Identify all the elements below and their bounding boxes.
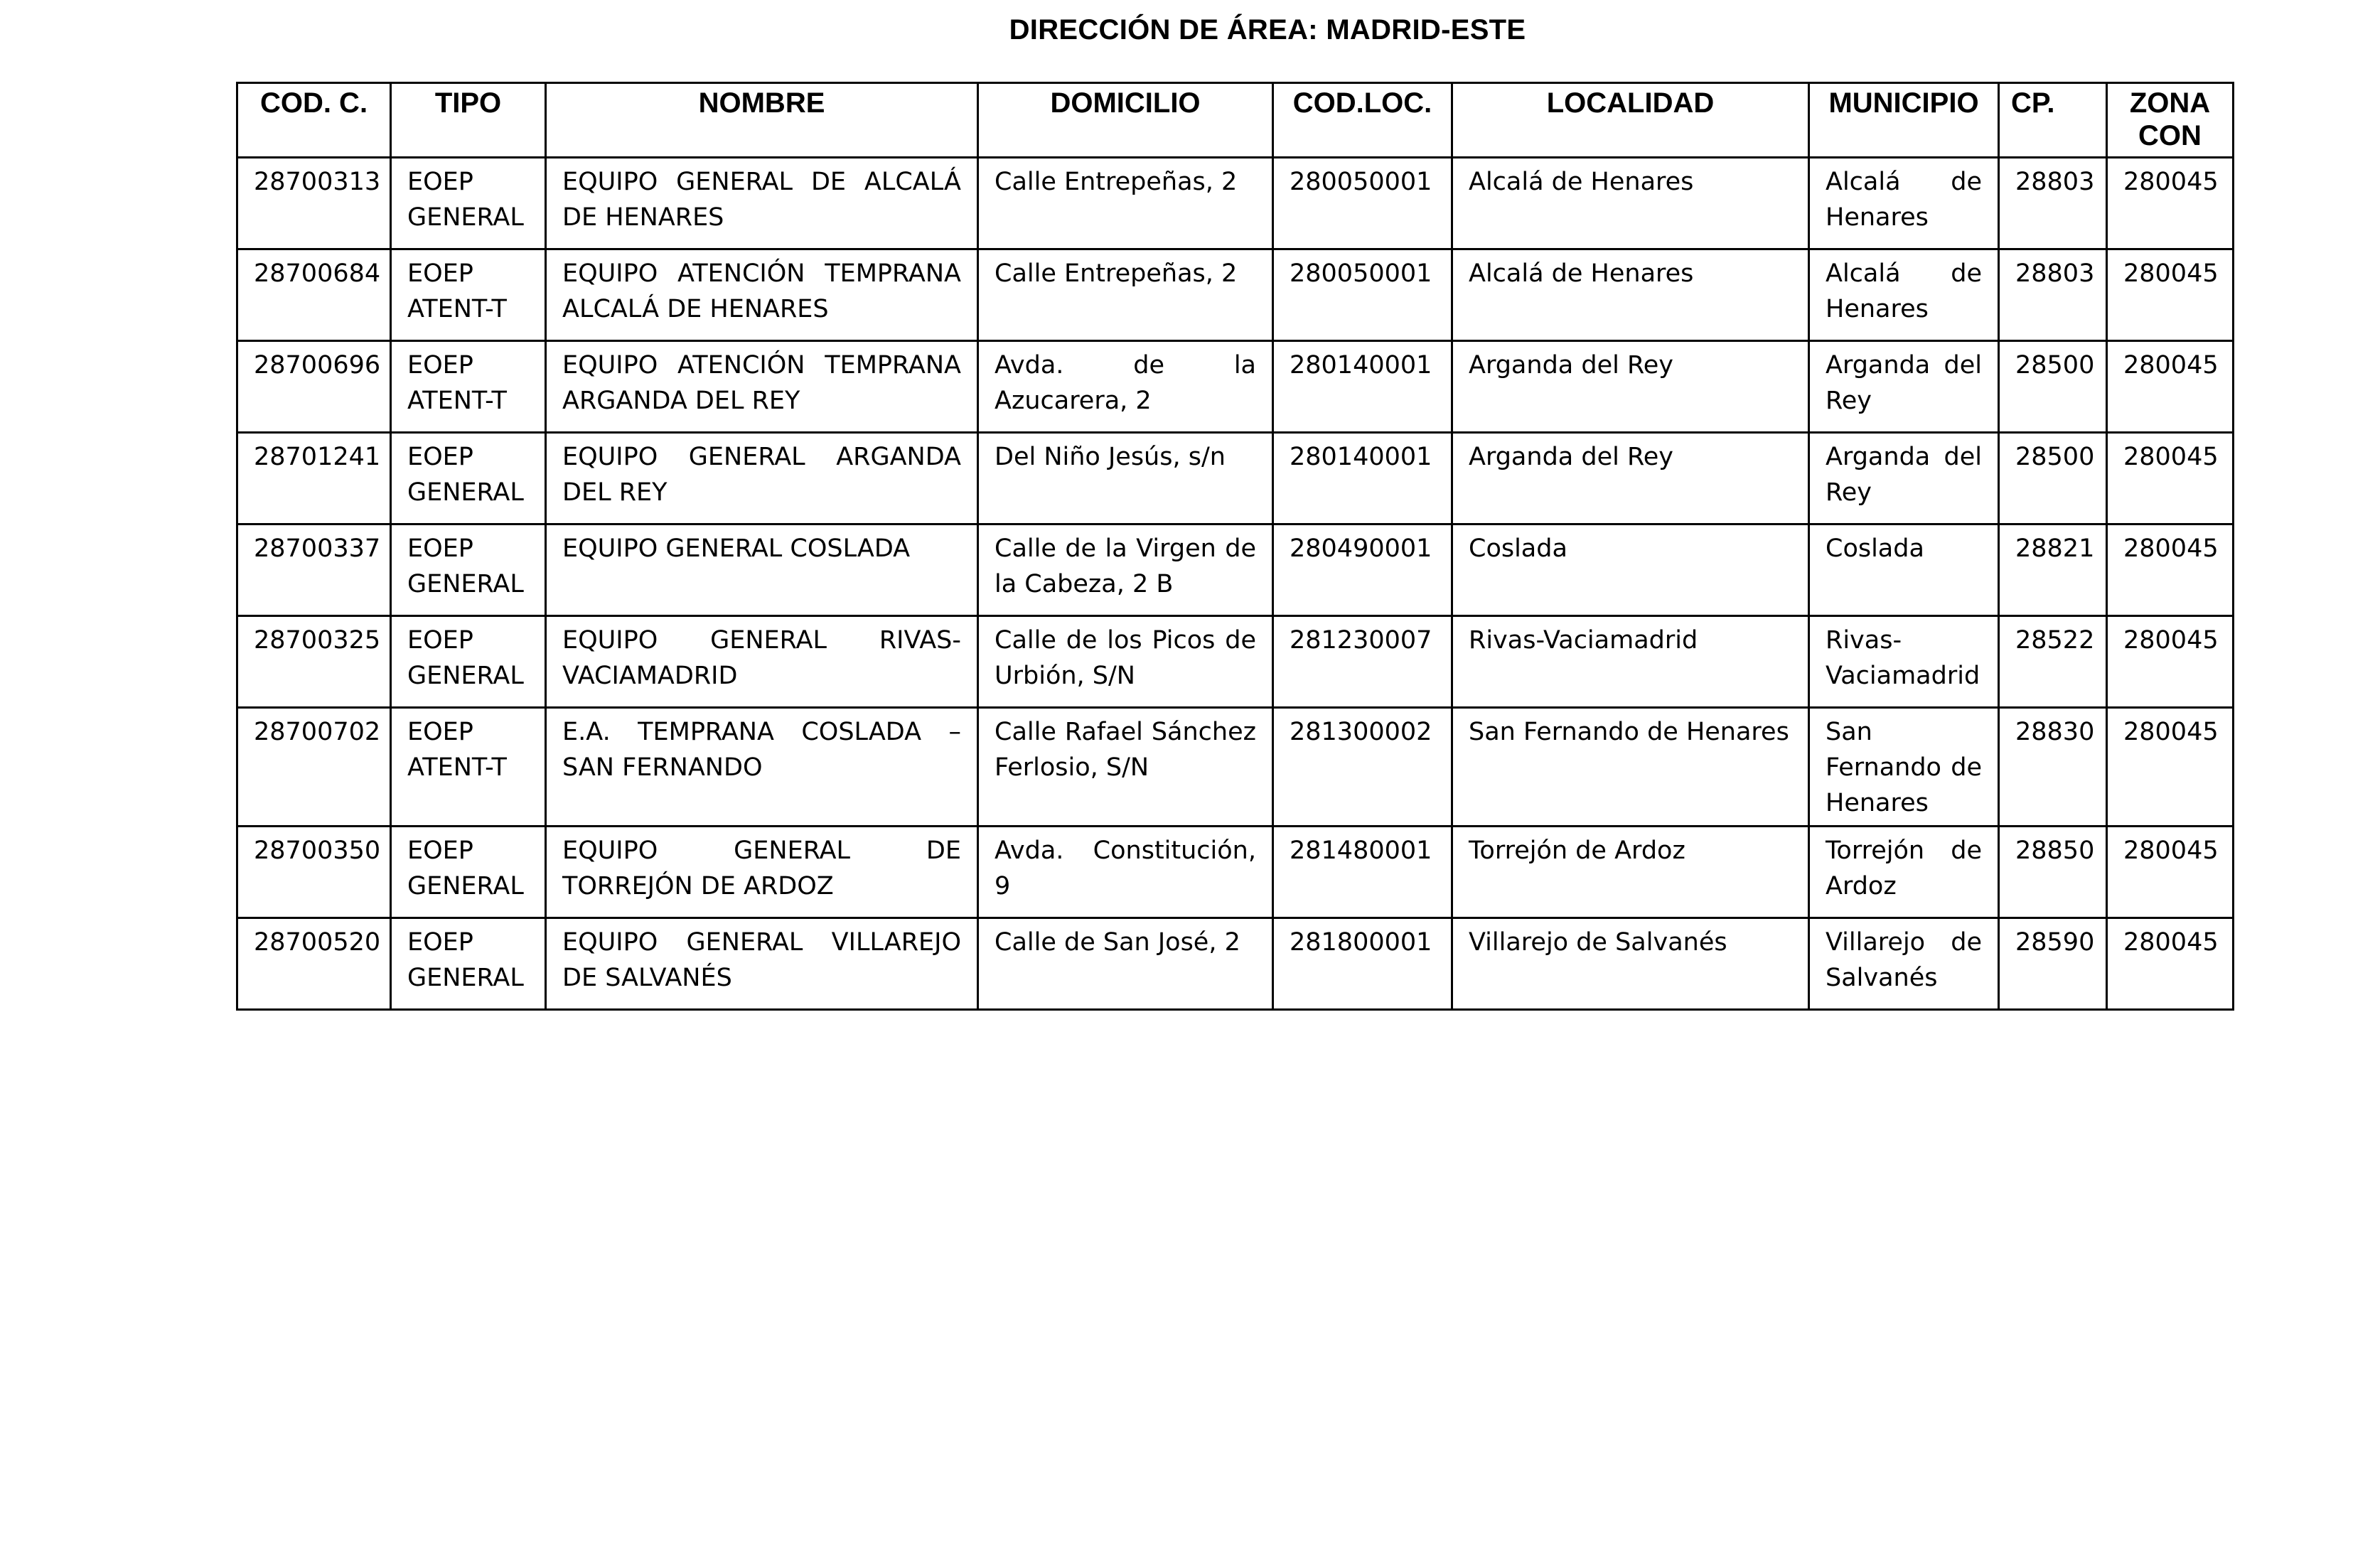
cell-localidad: Coslada — [1452, 524, 1809, 616]
header-municipio: MUNICIPIO — [1809, 83, 1999, 158]
cell-zona-con: 280045 — [2107, 616, 2234, 708]
table-row — [237, 341, 2234, 433]
cell-domicilio: Calle Entrepeñas, 2 — [978, 249, 1273, 341]
cell-localidad: Villarejo de Salvanés — [1452, 918, 1809, 1010]
cell-zona-con: 280045 — [2107, 158, 2234, 249]
cell-domicilio: Avda. de la Azucarera, 2 — [978, 341, 1273, 433]
table-header — [237, 83, 2234, 158]
cell-municipio: Rivas-Vaciamadrid — [1809, 616, 1999, 708]
cell-domicilio: Avda. Constitución, 9 — [978, 827, 1273, 918]
cell-tipo: EOEP GENERAL — [391, 827, 546, 918]
cell-cp: 28500 — [1999, 433, 2107, 524]
cell-nombre: EQUIPO GENERAL DE TORREJÓN DE ARDOZ — [546, 827, 978, 918]
cell-nombre: E.A. TEMPRANA COSLADA – SAN FERNANDO — [546, 708, 978, 827]
cell-nombre: EQUIPO GENERAL RIVAS-VACIAMADRID — [546, 616, 978, 708]
table-row — [237, 433, 2234, 524]
cell-municipio: Arganda del Rey — [1809, 433, 1999, 524]
header-domicilio: DOMICILIO — [978, 83, 1273, 158]
cell-municipio: Alcalá de Henares — [1809, 158, 1999, 249]
cell-tipo: EOEP ATENT-T — [391, 341, 546, 433]
cell-domicilio: Calle de los Picos de Urbión, S/N — [978, 616, 1273, 708]
table-row — [237, 918, 2234, 1010]
cell-municipio: Alcalá de Henares — [1809, 249, 1999, 341]
cell-cp: 28803 — [1999, 249, 2107, 341]
cell-cod-loc: 281230007 — [1273, 616, 1452, 708]
cell-localidad: Arganda del Rey — [1452, 341, 1809, 433]
cell-municipio: Coslada — [1809, 524, 1999, 616]
cell-zona-con: 280045 — [2107, 827, 2234, 918]
cell-tipo: EOEP GENERAL — [391, 616, 546, 708]
cell-nombre: EQUIPO GENERAL VILLAREJO DE SALVANÉS — [546, 918, 978, 1010]
cell-nombre: EQUIPO ATENCIÓN TEMPRANA ALCALÁ DE HENARES — [546, 249, 978, 341]
cell-domicilio: Calle de San José, 2 — [978, 918, 1273, 1010]
cell-tipo: EOEP GENERAL — [391, 524, 546, 616]
cell-cod-loc: 281800001 — [1273, 918, 1452, 1010]
page-title — [0, 11, 2380, 48]
table-row — [237, 708, 2234, 827]
cell-localidad: Alcalá de Henares — [1452, 249, 1809, 341]
header-zona-con: ZONA CON — [2107, 83, 2234, 158]
cell-nombre: EQUIPO ATENCIÓN TEMPRANA ARGANDA DEL REY — [546, 341, 978, 433]
cell-cod-c: 28700520 — [237, 918, 391, 1010]
cell-zona-con: 280045 — [2107, 918, 2234, 1010]
cell-cod-loc: 280140001 — [1273, 433, 1452, 524]
cell-zona-con: 280045 — [2107, 524, 2234, 616]
cell-domicilio: Del Niño Jesús, s/n — [978, 433, 1273, 524]
table-row — [237, 249, 2234, 341]
cell-cod-c: 28701241 — [237, 433, 391, 524]
header-row — [237, 83, 2234, 158]
cell-cod-c: 28700337 — [237, 524, 391, 616]
cell-tipo: EOEP GENERAL — [391, 918, 546, 1010]
cell-zona-con: 280045 — [2107, 433, 2234, 524]
centers-table — [236, 82, 2234, 1011]
cell-zona-con: 280045 — [2107, 341, 2234, 433]
cell-cod-loc: 281300002 — [1273, 708, 1452, 827]
page-title-text: DIRECCIÓN DE ÁREA: MADRID-ESTE — [1009, 14, 1526, 45]
cell-cod-loc: 280140001 — [1273, 341, 1452, 433]
cell-cp: 28590 — [1999, 918, 2107, 1010]
cell-tipo: EOEP ATENT-T — [391, 708, 546, 827]
table-row — [237, 158, 2234, 249]
cell-municipio: Arganda del Rey — [1809, 341, 1999, 433]
table-row — [237, 616, 2234, 708]
cell-zona-con: 280045 — [2107, 249, 2234, 341]
cell-cod-loc: 280050001 — [1273, 249, 1452, 341]
cell-cod-c: 28700313 — [237, 158, 391, 249]
header-localidad: LOCALIDAD — [1452, 83, 1809, 158]
cell-cod-loc: 280490001 — [1273, 524, 1452, 616]
cell-cp: 28821 — [1999, 524, 2107, 616]
cell-cp: 28522 — [1999, 616, 2107, 708]
cell-cod-c: 28700325 — [237, 616, 391, 708]
cell-localidad: Arganda del Rey — [1452, 433, 1809, 524]
cell-cod-c: 28700350 — [237, 827, 391, 918]
cell-domicilio: Calle de la Virgen de la Cabeza, 2 B — [978, 524, 1273, 616]
cell-municipio: San Fernando de Henares — [1809, 708, 1999, 827]
cell-domicilio: Calle Entrepeñas, 2 — [978, 158, 1273, 249]
cell-nombre: EQUIPO GENERAL ARGANDA DEL REY — [546, 433, 978, 524]
cell-domicilio: Calle Rafael Sánchez Ferlosio, S/N — [978, 708, 1273, 827]
header-cp: CP. — [1999, 83, 2107, 158]
cell-localidad: Alcalá de Henares — [1452, 158, 1809, 249]
cell-localidad: San Fernando de Henares — [1452, 708, 1809, 827]
cell-localidad: Torrejón de Ardoz — [1452, 827, 1809, 918]
cell-cod-loc: 281480001 — [1273, 827, 1452, 918]
table-body — [237, 158, 2234, 1010]
cell-nombre: EQUIPO GENERAL COSLADA — [546, 524, 978, 616]
cell-tipo: EOEP ATENT-T — [391, 249, 546, 341]
cell-cod-c: 28700684 — [237, 249, 391, 341]
cell-cp: 28803 — [1999, 158, 2107, 249]
header-cod-c: COD. C. — [237, 83, 391, 158]
cell-cp: 28850 — [1999, 827, 2107, 918]
header-nombre: NOMBRE — [546, 83, 978, 158]
cell-cod-loc: 280050001 — [1273, 158, 1452, 249]
cell-localidad: Rivas-Vaciamadrid — [1452, 616, 1809, 708]
cell-nombre: EQUIPO GENERAL DE ALCALÁ DE HENARES — [546, 158, 978, 249]
cell-zona-con: 280045 — [2107, 708, 2234, 827]
cell-cod-c: 28700702 — [237, 708, 391, 827]
header-tipo: TIPO — [391, 83, 546, 158]
cell-tipo: EOEP GENERAL — [391, 433, 546, 524]
cell-municipio: Villarejo de Salvanés — [1809, 918, 1999, 1010]
cell-cp: 28500 — [1999, 341, 2107, 433]
table-row — [237, 524, 2234, 616]
table-row — [237, 827, 2234, 918]
header-cod-loc: COD.LOC. — [1273, 83, 1452, 158]
cell-cp: 28830 — [1999, 708, 2107, 827]
cell-cod-c: 28700696 — [237, 341, 391, 433]
cell-municipio: Torrejón de Ardoz — [1809, 827, 1999, 918]
cell-tipo: EOEP GENERAL — [391, 158, 546, 249]
